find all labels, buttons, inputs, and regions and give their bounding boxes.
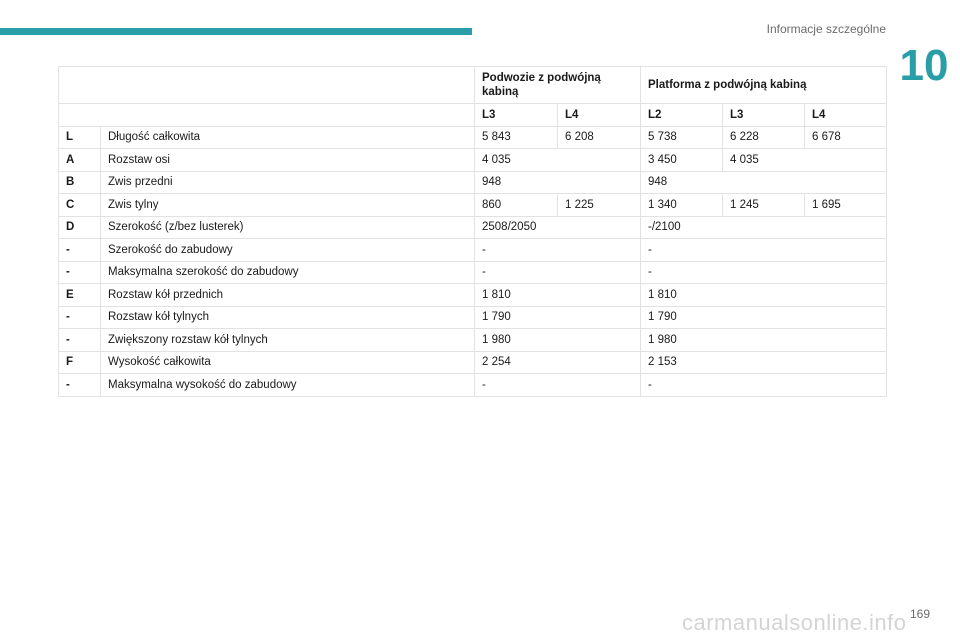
row-label: Rozstaw kół tylnych xyxy=(101,306,475,329)
value-cell: 1 695 xyxy=(805,194,887,217)
value-cell: 2508/2050 xyxy=(475,216,641,239)
value-cell: 2 153 xyxy=(641,351,887,374)
chapter-number: 10 xyxy=(899,41,949,90)
group-header-platform: Platforma z podwójną kabiną xyxy=(641,67,887,104)
value-cell: 1 245 xyxy=(723,194,805,217)
value-cell: - xyxy=(475,239,641,262)
subheader-cell: L4 xyxy=(558,104,641,127)
row-label: Szerokość do zabudowy xyxy=(101,239,475,262)
header-accent-bar xyxy=(0,28,472,35)
row-label: Maksymalna wysokość do zabudowy xyxy=(101,374,475,397)
row-label: Rozstaw osi xyxy=(101,149,475,172)
value-cell: 860 xyxy=(475,194,558,217)
table-row xyxy=(59,149,887,172)
subheader-cell: L2 xyxy=(641,104,723,127)
value-cell: - xyxy=(641,239,887,262)
value-cell: 1 980 xyxy=(475,329,641,352)
row-key: - xyxy=(59,306,101,329)
subheader-blank-cell xyxy=(59,104,475,127)
table-row xyxy=(59,306,887,329)
value-cell: 948 xyxy=(641,171,887,194)
page-number: 169 xyxy=(909,607,930,621)
value-cell: 4 035 xyxy=(723,149,887,172)
row-key: A xyxy=(59,149,101,172)
row-label: Długość całkowita xyxy=(101,126,475,149)
value-cell: 5 843 xyxy=(475,126,558,149)
header-blank-cell xyxy=(59,67,475,104)
subheader-cell: L3 xyxy=(475,104,558,127)
value-cell: - xyxy=(475,261,641,284)
table-row xyxy=(59,239,887,262)
row-key: - xyxy=(59,329,101,352)
row-key: E xyxy=(59,284,101,307)
value-cell: 1 225 xyxy=(558,194,641,217)
table-row xyxy=(59,194,887,217)
table-row xyxy=(59,126,887,149)
row-label: Zwis przedni xyxy=(101,171,475,194)
row-key: C xyxy=(59,194,101,217)
value-cell: - xyxy=(641,261,887,284)
table-row xyxy=(59,216,887,239)
subheader-cell: L4 xyxy=(805,104,887,127)
value-cell: 6 208 xyxy=(558,126,641,149)
value-cell: -/2100 xyxy=(641,216,887,239)
section-title: Informacje szczególne xyxy=(766,22,886,36)
row-label: Zwiększony rozstaw kół tylnych xyxy=(101,329,475,352)
value-cell: 1 790 xyxy=(475,306,641,329)
table-header-row xyxy=(59,67,887,104)
table-subheader-row xyxy=(59,104,887,127)
value-cell: 5 738 xyxy=(641,126,723,149)
row-key: D xyxy=(59,216,101,239)
value-cell: 1 790 xyxy=(641,306,887,329)
watermark: carmanualsonline.info xyxy=(682,610,907,635)
value-cell: 3 450 xyxy=(641,149,723,172)
value-cell: 4 035 xyxy=(475,149,641,172)
table-row xyxy=(59,351,887,374)
row-label: Szerokość (z/bez lusterek) xyxy=(101,216,475,239)
row-label: Zwis tylny xyxy=(101,194,475,217)
row-key: F xyxy=(59,351,101,374)
row-key: B xyxy=(59,171,101,194)
row-key: - xyxy=(59,374,101,397)
row-key: - xyxy=(59,261,101,284)
value-cell: 1 810 xyxy=(475,284,641,307)
value-cell: 1 810 xyxy=(641,284,887,307)
table-row xyxy=(59,284,887,307)
group-header-chassis: Podwozie z podwójną kabiną xyxy=(475,67,641,104)
dimensions-table xyxy=(58,66,887,397)
row-label: Maksymalna szerokość do zabudowy xyxy=(101,261,475,284)
table-row xyxy=(59,374,887,397)
row-key: L xyxy=(59,126,101,149)
value-cell: 1 340 xyxy=(641,194,723,217)
value-cell: 1 980 xyxy=(641,329,887,352)
value-cell: - xyxy=(641,374,887,397)
value-cell: 6 678 xyxy=(805,126,887,149)
value-cell: - xyxy=(475,374,641,397)
value-cell: 948 xyxy=(475,171,641,194)
row-key: - xyxy=(59,239,101,262)
table-row xyxy=(59,329,887,352)
subheader-cell: L3 xyxy=(723,104,805,127)
row-label: Rozstaw kół przednich xyxy=(101,284,475,307)
value-cell: 6 228 xyxy=(723,126,805,149)
table-row xyxy=(59,261,887,284)
row-label: Wysokość całkowita xyxy=(101,351,475,374)
table-row xyxy=(59,171,887,194)
value-cell: 2 254 xyxy=(475,351,641,374)
